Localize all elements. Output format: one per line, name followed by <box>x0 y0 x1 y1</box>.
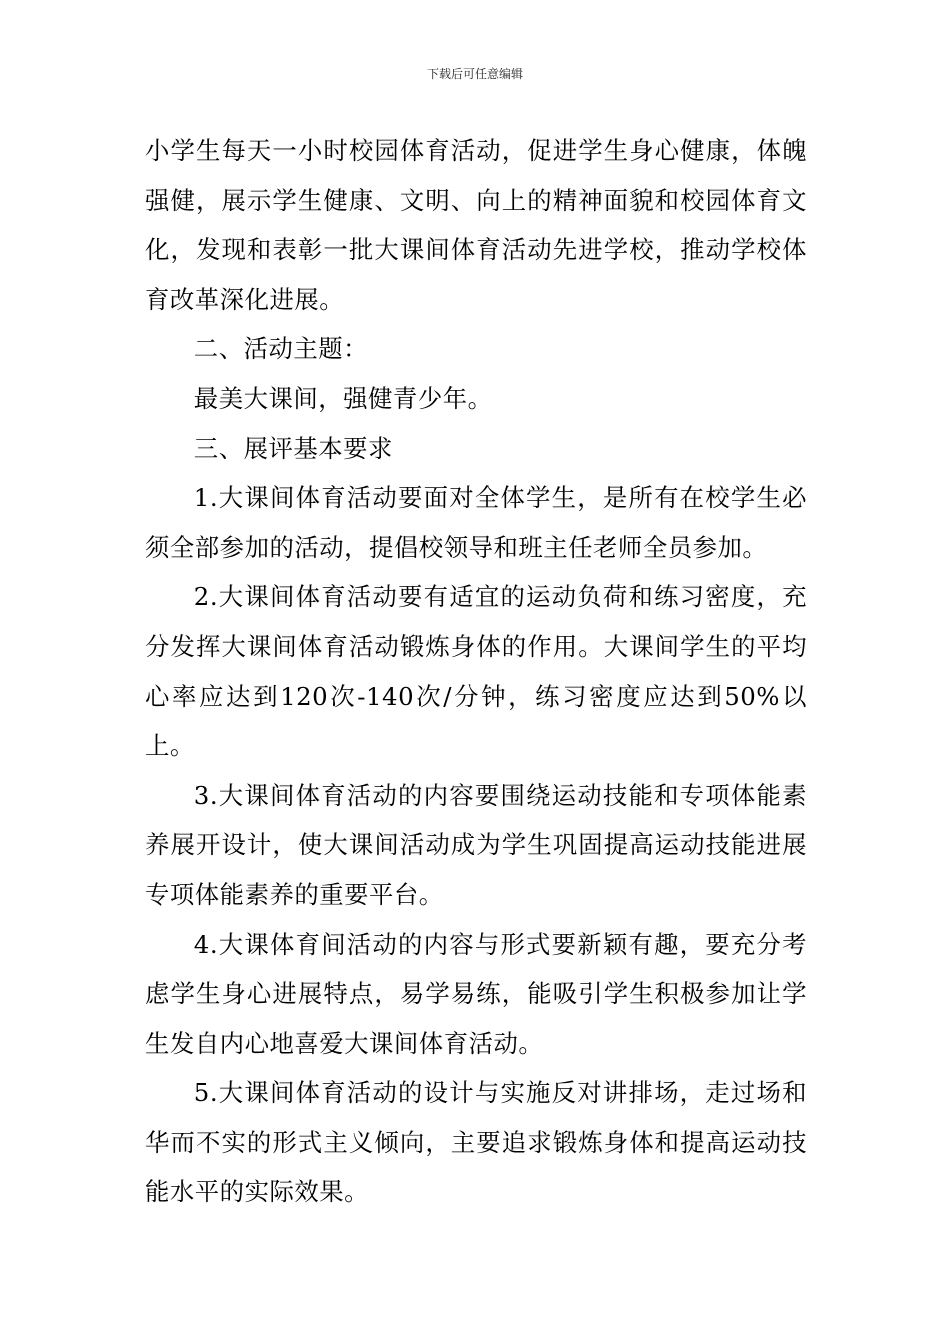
requirement-item-1: 1.大课间体育活动要面对全体学生，是所有在校学生必须全部参加的活动，提倡校领导和班主任老师全员参加。 <box>145 483 807 562</box>
requirement-item-2: 2.大课间体育活动要有适宜的运动负荷和练习密度，充分发挥大课间体育活动锻炼身体的作用。大课间学生的平均心率应达到120次-140次/分钟，练习密度应达到50%以上。 <box>145 582 807 761</box>
document-body <box>145 126 807 1217</box>
requirement-item-4: 4.大课体育间活动的内容与形式要新颖有趣，要充分考虑学生身心进展特点，易学易练，能吸引学生积极参加让学生发自内心地喜爱大课间体育活动。 <box>145 929 807 1058</box>
requirement-item-5: 5.大课间体育活动的设计与实施反对讲排场，走过场和华而不实的形式主义倾向，主要追求锻炼身体和提高运动技能水平的实际效果。 <box>145 1078 807 1207</box>
paragraph-intro-continued: 小学生每天一小时校园体育活动，促进学生身心健康，体魄强健，展示学生健康、文明、向上的精神面貌和校园体育文化，发现和表彰一批大课间体育活动先进学校，推动学校体育改革深化进展。 <box>145 136 807 314</box>
section-heading-theme: 二、活动主题： <box>193 334 369 364</box>
requirement-item-3: 3.大课间体育活动的内容要围绕运动技能和专项体能素养展开设计，使大课间活动成为学生巩固提高运动技能进展专项体能素养的重要平台。 <box>145 780 807 909</box>
section-heading-requirements: 三、展评基本要求 <box>193 433 393 463</box>
paragraph-theme: 最美大课间，强健青少年。 <box>193 383 493 413</box>
page-header: 下载后可任意编辑 <box>426 67 523 81</box>
